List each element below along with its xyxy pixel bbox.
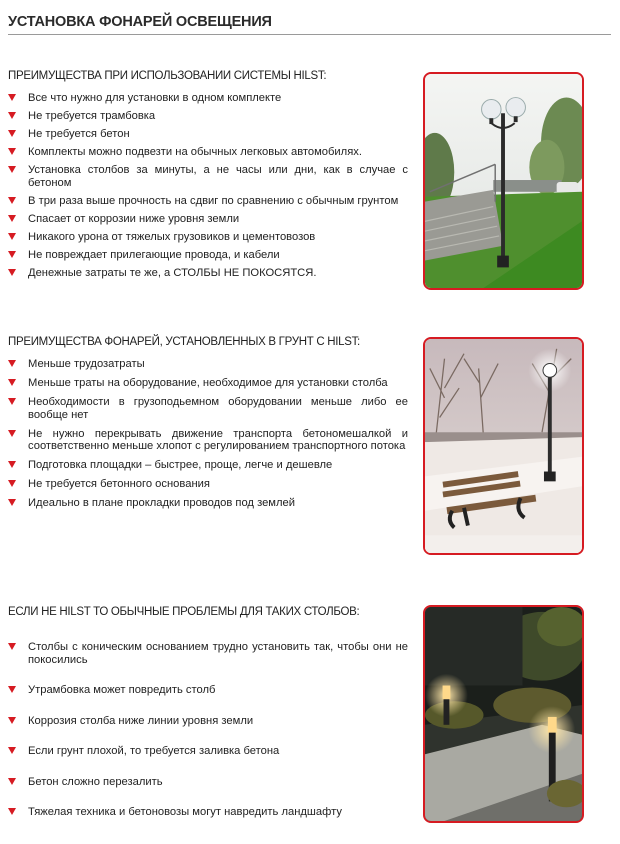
list-item	[8, 478, 408, 491]
red-triangle-bullet-icon	[8, 480, 16, 487]
list-item-text: Необходимости в грузоподьемном оборудовании меньше либо ее вообще нет	[28, 396, 408, 421]
list-item	[8, 377, 408, 390]
red-triangle-bullet-icon	[8, 94, 16, 101]
list-item	[8, 231, 408, 244]
list-item-text: Идеально в плане прокладки проводов под землей	[28, 497, 295, 509]
red-triangle-bullet-icon	[8, 215, 16, 222]
list-item	[8, 806, 408, 819]
list-item	[8, 715, 408, 728]
list-item	[8, 745, 408, 758]
title-divider	[8, 34, 611, 35]
list-item-text: Меньше трудозатраты	[28, 358, 145, 370]
red-triangle-bullet-icon	[8, 747, 16, 754]
list-item	[8, 497, 408, 510]
red-triangle-bullet-icon	[8, 251, 16, 258]
list-item-text: Спасает от коррозии ниже уровня земли	[28, 212, 240, 225]
list-item	[8, 146, 408, 159]
list-item-text: Подготовка площадки – быстрее, проще, легче и дешевле	[28, 459, 333, 471]
red-triangle-bullet-icon	[8, 643, 16, 650]
list-item	[8, 641, 408, 666]
red-triangle-bullet-icon	[8, 360, 16, 367]
list-item-text: Не требуется бетонного основания	[28, 478, 210, 490]
list-item-text: Столбы с коническим основанием трудно установить так, чтобы они не покосились	[28, 641, 408, 666]
red-triangle-bullet-icon	[8, 130, 16, 137]
section-1-list	[8, 92, 408, 285]
list-item	[8, 164, 408, 189]
list-item	[8, 396, 408, 421]
list-item	[8, 110, 408, 123]
list-item	[8, 213, 408, 226]
list-item	[8, 267, 408, 280]
red-triangle-bullet-icon	[8, 148, 16, 155]
list-item-text: Коррозия столба ниже линии уровня земли	[28, 714, 254, 727]
list-item-text: Установка столбов за минуты, а не часы или дни, как в случае с бетоном	[28, 164, 408, 189]
list-item-text: Утрамбовка может повредить столб	[28, 684, 216, 696]
list-item-text: Комплекты можно подвезти на обычных легковых автомобилях.	[28, 146, 362, 158]
section-3-heading: ЕСЛИ НЕ HILST ТО ОБЫЧНЫЕ ПРОБЛЕМЫ ДЛЯ ТАКИХ СТОЛБОВ:	[8, 606, 360, 618]
list-item-text: Не требуется трамбовка	[28, 110, 156, 122]
red-triangle-bullet-icon	[8, 461, 16, 468]
list-item	[8, 776, 408, 789]
list-item-text: Не повреждает прилегающие провода, и кабели	[28, 248, 280, 261]
list-item-text: Все что нужно для установки в одном комплекте	[28, 92, 282, 104]
red-triangle-bullet-icon	[8, 808, 16, 815]
red-triangle-bullet-icon	[8, 778, 16, 785]
list-item	[8, 92, 408, 105]
list-item-text: Меньше траты на оборудование, необходимое для установки столба	[28, 377, 388, 389]
garden-bollard-lights-photo	[423, 605, 584, 823]
list-item	[8, 684, 408, 697]
list-item	[8, 459, 408, 472]
red-triangle-bullet-icon	[8, 269, 16, 276]
page-title: УСТАНОВКА ФОНАРЕЙ ОСВЕЩЕНИЯ	[8, 14, 272, 30]
list-item-text: Не требуется бетон	[28, 128, 130, 140]
red-triangle-bullet-icon	[8, 379, 16, 386]
red-triangle-bullet-icon	[8, 197, 16, 204]
red-triangle-bullet-icon	[8, 717, 16, 724]
list-item-text: Если грунт плохой, то требуется заливка бетона	[28, 745, 280, 757]
red-triangle-bullet-icon	[8, 686, 16, 693]
list-item	[8, 428, 408, 453]
list-item-text: Тяжелая техника и бетоновозы могут навредить ландшафту	[28, 806, 342, 818]
list-item-text: Бетон сложно перезалить	[28, 775, 163, 788]
street-lamp-park-photo	[423, 72, 584, 290]
list-item	[8, 128, 408, 141]
red-triangle-bullet-icon	[8, 166, 16, 173]
winter-bench-lamp-photo	[423, 337, 584, 555]
section-2-heading: ПРЕИМУЩЕСТВА ФОНАРЕЙ, УСТАНОВЛЕННЫХ В ГРУНТ С HILST:	[8, 336, 360, 348]
list-item	[8, 195, 408, 208]
list-item-text: Не нужно перекрывать движение транспорта бетономешалкой и соответственно меньше хлопот с регулированием транспортного потока	[28, 427, 408, 452]
red-triangle-bullet-icon	[8, 499, 16, 506]
red-triangle-bullet-icon	[8, 233, 16, 240]
list-item	[8, 249, 408, 262]
list-item-text: В три раза выше прочность на сдвиг по сравнению с обычным грунтом	[28, 194, 399, 207]
list-item-text: Денежные затраты те же, а СТОЛБЫ НЕ ПОКОСЯТСЯ.	[28, 266, 317, 279]
list-item	[8, 358, 408, 371]
red-triangle-bullet-icon	[8, 430, 16, 437]
section-3-list	[8, 641, 408, 837]
section-1-heading: ПРЕИМУЩЕСТВА ПРИ ИСПОЛЬЗОВАНИИ СИСТЕМЫ HILST:	[8, 70, 327, 82]
list-item-text: Никакого урона от тяжелых грузовиков и цементовозов	[28, 230, 316, 243]
red-triangle-bullet-icon	[8, 112, 16, 119]
section-2-list	[8, 358, 408, 516]
red-triangle-bullet-icon	[8, 398, 16, 405]
